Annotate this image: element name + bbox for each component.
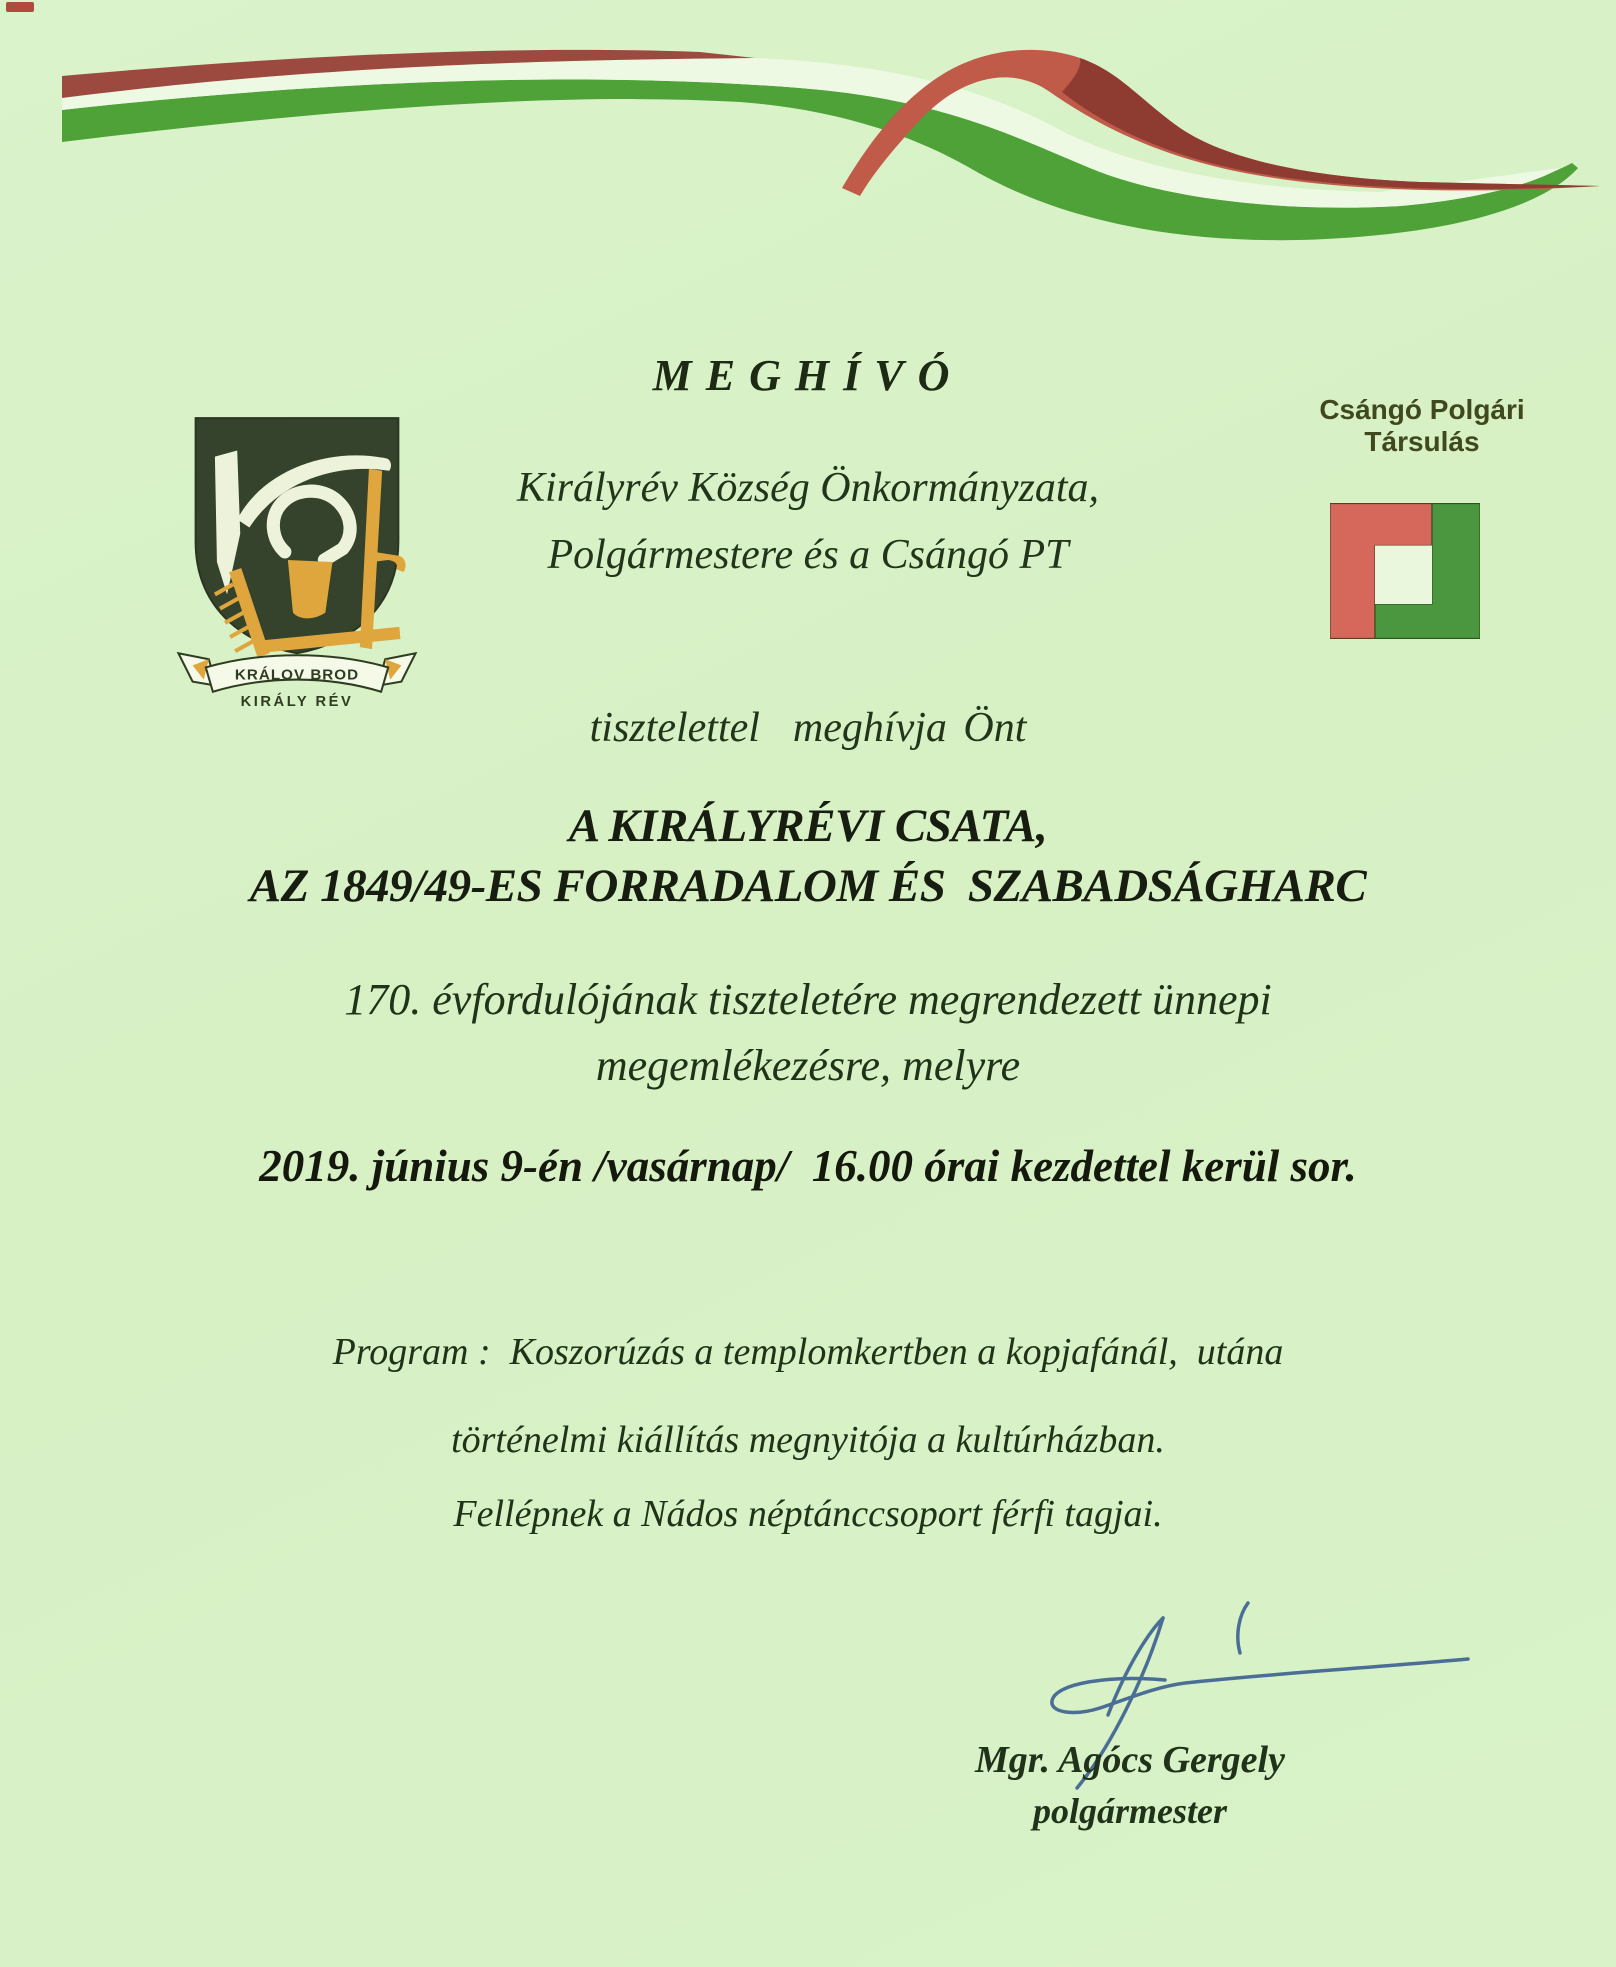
- occasion-line1: 170. évfordulójának tiszteletére megrendezett ünnepi: [344, 975, 1272, 1024]
- event-datetime: 2019. június 9-én /vasárnap/ 16.00 órai kezdettel kerül sor.: [259, 1141, 1357, 1191]
- event-headline-line2: AZ 1849/49-ES FORRADALOM ÉS SZABADSÁGHARC: [249, 860, 1367, 912]
- event-headline-line1: A KIRÁLYRÉVI CSATA,: [568, 800, 1048, 852]
- association-name: [1262, 394, 1582, 458]
- invite-line: tisztelettel meghívja Önt: [589, 705, 1027, 751]
- org-line-1: Királyrév Község Önkormányzata,: [516, 465, 1100, 511]
- program-line-2: történelmi kiállítás megnyitója a kultúrházban.: [451, 1419, 1165, 1461]
- banner-text: KRÁLOV BROD: [234, 666, 360, 684]
- signature-second-stroke: [1108, 1618, 1163, 1715]
- program-line-3: Fellépnek a Nádos néptánccsoport férfi tagjai.: [453, 1493, 1163, 1535]
- ribbon-green-band: [62, 79, 1578, 240]
- signature-loop-and-tail: [1052, 1659, 1468, 1712]
- banner-ribbon: [178, 653, 415, 692]
- signatory-title: polgármester: [1033, 1791, 1227, 1831]
- association-name-line1: Csángó Polgári: [1319, 394, 1525, 425]
- ribbon-white-band: [62, 58, 1560, 208]
- occasion-line2: megemlékezésre, melyre: [595, 1041, 1021, 1090]
- association-name-line2: Társulás: [1364, 426, 1480, 457]
- program-item-1: Koszorúzás a templomkertben a kopjafánál, utána: [490, 1331, 1284, 1373]
- page-title: MEGHÍVÓ: [652, 351, 964, 400]
- program-line-1: [0, 1330, 1616, 1374]
- tricolor-ribbon-graphic: [0, 0, 1616, 260]
- org-line-2: Polgármestere és a Csángó PT: [547, 532, 1069, 578]
- banner-subtext: KIRÁLY RÉV: [240, 693, 354, 710]
- signatory-name: Mgr. Agócs Gergely: [975, 1739, 1285, 1781]
- program-label: Program :: [332, 1331, 491, 1373]
- signature-accent-mark: [1238, 1603, 1248, 1653]
